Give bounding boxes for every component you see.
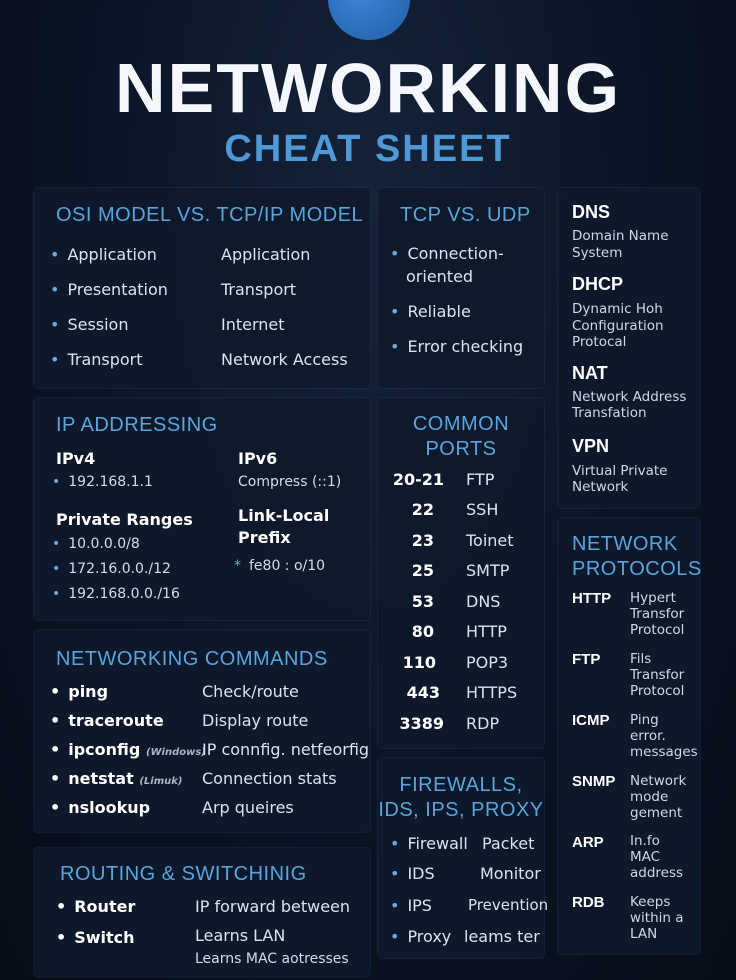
command-name: • ping [50,682,109,701]
tcpudp-item: • Error checking [390,337,524,356]
protocol-name: FTP [572,651,601,668]
tcpudp-card [378,188,544,388]
routing-heading: ROUTING & SWITCHINIG [60,863,307,885]
port-service: DNS [466,592,501,611]
term-dhcp-desc: Configuration [572,318,664,334]
port-number: 110 [402,653,436,672]
protocol-name: SNMP [572,773,616,790]
firewall-term: • Proxy [390,927,452,946]
osi-layer: • Session [50,315,129,334]
term-nat: NAT [572,363,608,383]
port-service: RDP [466,714,500,733]
term-dns-desc: Domain Name [572,228,669,244]
ports-card [378,398,544,748]
ports-heading: PORTS [425,438,497,460]
page-title: NETWORKING [114,49,622,127]
port-number: 23 [411,531,434,550]
protocol-desc: mode [630,789,669,805]
page-subtitle: CHEAT SHEET [224,128,512,170]
term-vpn-desc: Network [572,479,629,495]
protocol-desc: Ping [630,712,659,728]
firewall-desc: Packet [482,834,535,853]
command-name: • netstat (Limuk) [50,769,183,788]
private-range: • 172.16.0.0./12 [52,561,171,577]
command-desc: Display route [202,711,309,730]
command-desc: Connection stats [202,769,337,788]
protocol-desc: gement [630,805,683,821]
tcpudp-item: oriented [406,267,474,286]
term-dns-desc: System [572,245,623,261]
ipv6-value: Compress (::1) [238,474,342,490]
term-nat-desc: Transfation [572,405,647,421]
port-number: 25 [411,561,434,580]
term-nat-desc: Network Address [572,389,687,405]
protocols-heading: NETWORK [572,533,678,555]
command-desc: Arp queires [202,798,294,817]
port-number: 443 [406,683,440,702]
ipv4-label: IPv4 [56,449,96,468]
port-number: 22 [411,500,434,519]
port-service: FTP [466,470,495,489]
firewall-term: • IPS [390,896,432,915]
command-name: • nslookup [50,798,151,817]
linklocal-label: Prefix [238,528,291,547]
routing-extra: Learns MAC aotresses [195,951,349,967]
port-service: Toinet [466,531,514,550]
osi-layer: • Application [50,245,157,264]
protocol-desc: Transfor [630,606,685,622]
protocol-desc: Network [630,773,687,789]
private-range: • 10.0.0.0/8 [52,536,140,552]
protocols-card [558,518,700,954]
osi-layer: • Presentation [50,280,168,299]
osi-layer: • Transport [50,350,143,369]
term-dhcp: DHCP [572,274,624,294]
routing-desc: IP forward between [195,897,351,916]
port-number: 3389 [399,714,444,733]
firewalls-card [378,758,549,958]
command-name: • traceroute [50,711,164,730]
ipv4-value: • 192.168.1.1 [52,474,153,490]
protocol-name: ARP [572,834,604,851]
routing-term: • Router [56,897,136,916]
command-desc: Check/route [202,682,299,701]
term-dhcp-desc: Protocal [572,334,627,350]
protocol-name: HTTP [572,590,612,607]
port-number: 53 [411,592,434,611]
firewall-term: • IDS [390,864,435,883]
linklocal-value: * fe80 : o/10 [234,558,326,574]
tcpip-layer: Internet [221,315,285,334]
tcpudp-heading: TCP VS. UDP [400,204,531,226]
firewall-desc: leams ter [464,927,540,946]
protocol-desc: MAC [630,849,661,865]
term-dhcp-desc: Dynamic Hoh [572,301,663,317]
globe-icon [328,0,410,40]
term-vpn: VPN [572,436,610,456]
commands-card [34,630,370,832]
port-service: SSH [466,500,499,519]
ip-heading: IP ADDRESSING [56,414,218,436]
protocol-desc: Keeps [630,894,671,910]
protocol-desc: Protocol [630,622,685,638]
protocol-desc: Fils [630,651,652,667]
osi-card [34,188,370,388]
ipv6-label: IPv6 [238,449,278,468]
routing-card [34,848,370,976]
protocol-desc: within a [630,910,684,926]
protocol-desc: In.fo [630,833,660,849]
protocol-name: ICMP [572,712,610,729]
firewall-desc: Prevention [468,896,549,914]
protocol-desc: error. [630,728,666,744]
port-number: 20-21 [392,470,444,489]
firewalls-heading: FIREWALLS, [399,774,523,796]
firewall-term: • Firewall [390,834,468,853]
protocols-heading: PROTOCOLS [572,558,702,580]
tcpudp-item: • Reliable [390,302,471,321]
terms-card [558,188,700,508]
protocol-desc: Protocol [630,683,685,699]
protocol-name: RDB [572,894,605,911]
firewall-desc: Monitor [480,864,541,883]
port-service: SMTP [466,561,510,580]
term-dns: DNS [572,202,611,222]
tcpip-layer: Transport [221,280,297,299]
ip-card [34,398,370,620]
protocol-desc: LAN [630,926,658,942]
term-vpn-desc: Virtual Private [572,463,668,479]
commands-heading: NETWORKING COMMANDS [56,648,328,670]
tcpip-layer: Network Access [221,350,348,369]
osi-heading: OSI MODEL VS. TCP/IP MODEL [56,204,364,226]
ports-heading: COMMON [412,413,510,435]
protocol-desc: address [630,865,684,881]
linklocal-label: Link-Local [238,506,330,525]
protocol-desc: messages [630,744,698,760]
firewalls-heading: IDS, IPS, PROXY [378,799,544,821]
routing-desc: Learns LAN [195,926,286,945]
protocol-desc: Hypert [630,590,676,606]
routing-term: • Switch [56,928,135,947]
protocol-desc: Transfor [630,667,685,683]
tcpip-layer: Application [221,245,311,264]
tcpudp-item: • Connection- [390,244,504,263]
port-service: POP3 [466,653,509,672]
command-desc: IP connfig. netfeorfig [202,740,370,759]
port-number: 80 [411,622,434,641]
port-service: HTTP [466,622,507,641]
command-name: • ipconfig (Windows) [50,740,206,759]
port-service: HTTPS [466,683,518,702]
private-range: • 192.168.0.0./16 [52,586,180,602]
private-label: Private Ranges [56,510,193,529]
